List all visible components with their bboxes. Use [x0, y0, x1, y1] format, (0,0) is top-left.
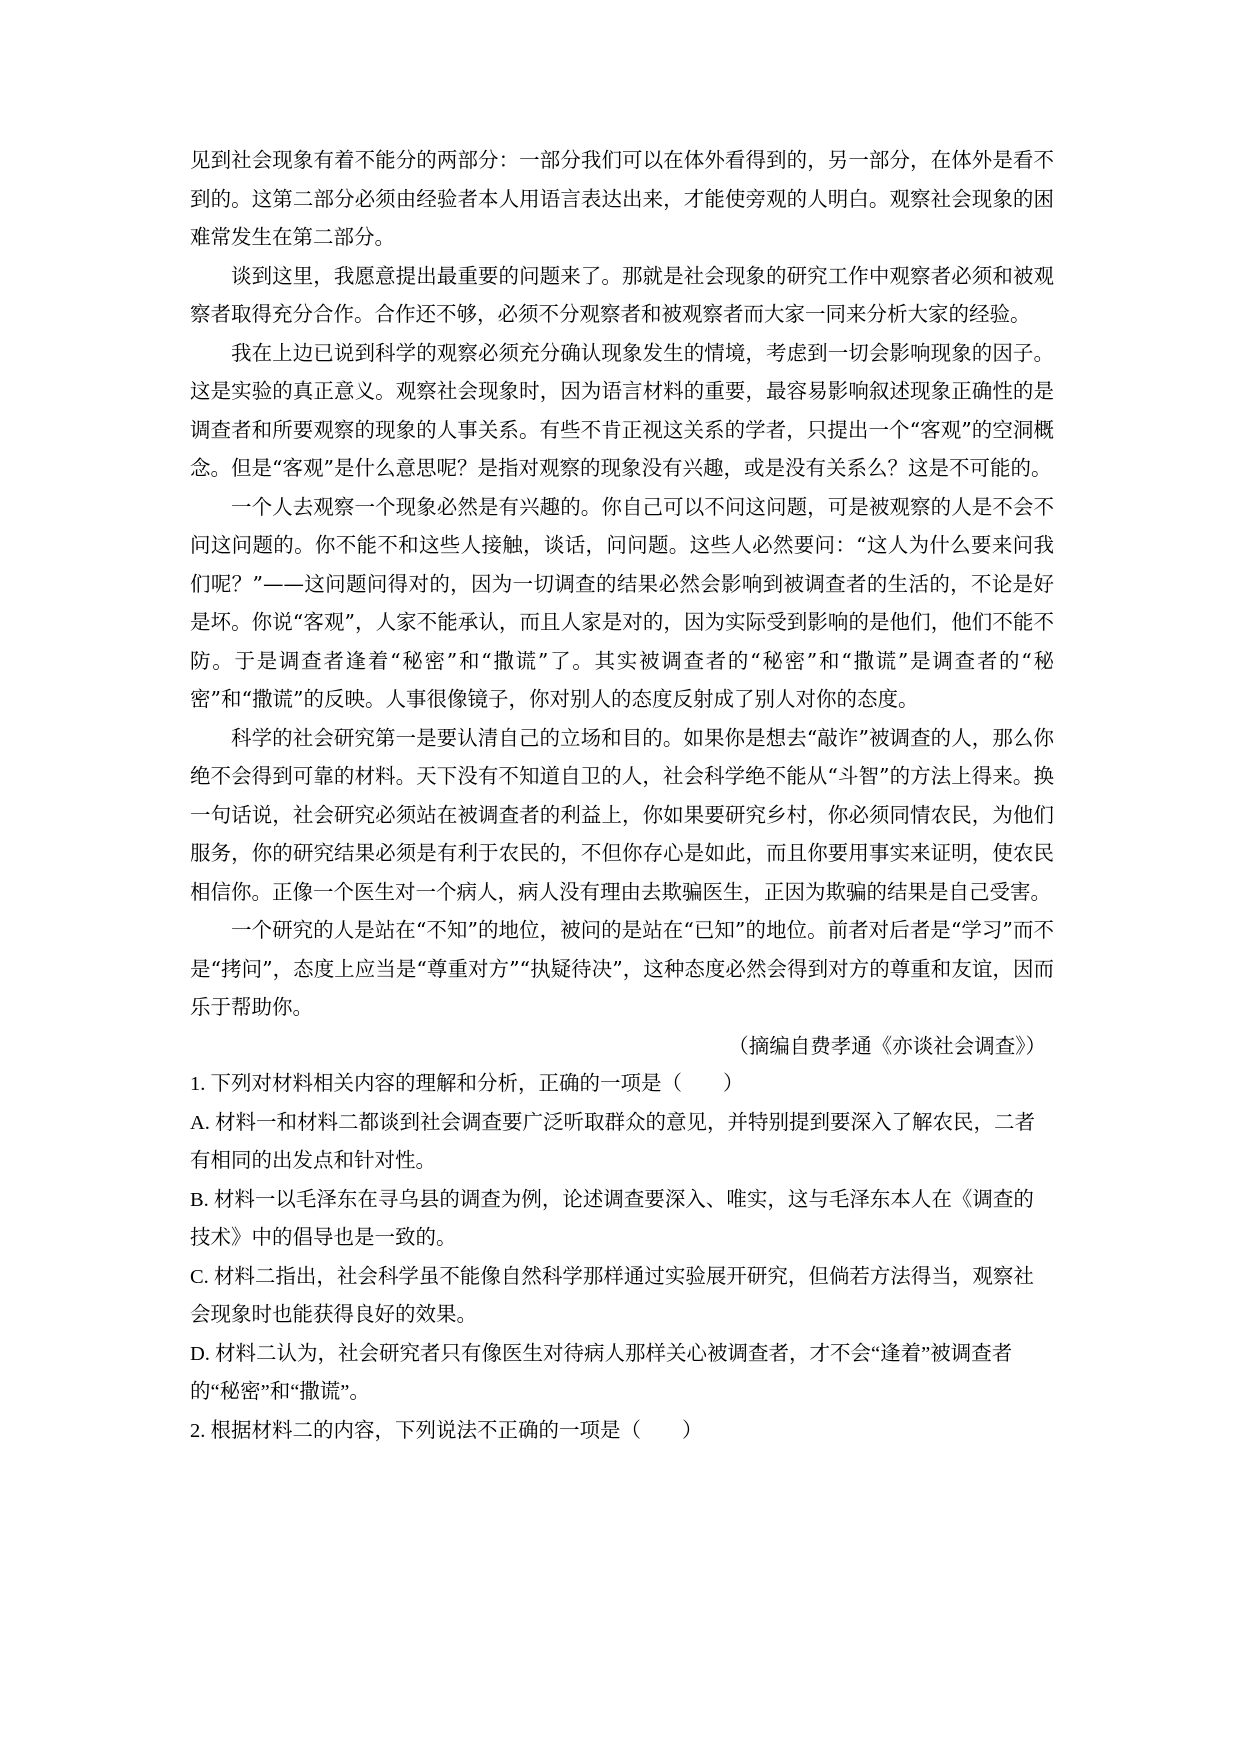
question-1-option-a: A. 材料一和材料二都谈到社会调查要广泛听取群众的意见，并特别提到要深入了解农民，二者有相同的出发点和针对性。: [190, 1111, 1036, 1172]
question-1-option-c: C. 材料二指出，社会科学虽不能像自然科学那样通过实验展开研究，但倘若方法得当，观察社会现象时也能获得良好的效果。: [190, 1265, 1034, 1326]
question-2-stem: 2. 根据材料二的内容，下列说法不正确的一项是（ ）: [190, 1419, 703, 1442]
passage-paragraph-5: 科学的社会研究第一是要认清自己的立场和目的。如果你是想去“敲诈”被调查的人，那么你绝不会得到可靠的材料。天下没有不知道自卫的人，社会科学绝不能从“斗智”的方法上得来。换一句话说，社会研究必须站在被调查者的利益上，你如果要研究乡村，你必须同情农民，为他们服务，你的研究结果必须是有利于农民的，不但你存心是如此，而且你要用事实来证明，使农民相信你。正像一个医生对一个病人，病人没有理由去欺骗医生，正因为欺骗的结果是自己受害。: [190, 725, 1054, 904]
question-1-stem: 1. 下列对材料相关内容的理解和分析，正确的一项是（ ）: [190, 1073, 744, 1095]
passage-paragraph-2: 谈到这里，我愿意提出最重要的问题来了。那就是社会现象的研究工作中观察者必须和被观察者取得充分合作。合作还不够，必须不分观察者和被观察者而大家一同来分析大家的经验。: [190, 263, 1054, 326]
passage-paragraph-1: 见到社会现象有着不能分的两部分：一部分我们可以在体外看得到的，另一部分，在体外是看不到的。这第二部分必须由经验者本人用语言表达出来，才能使旁观的人明白。观察社会现象的困难常发生在第二部分。: [190, 148, 1054, 249]
passage-paragraph-6: 一个研究的人是站在“不知”的地位，被问的是站在“已知”的地位。前者对后者是“学习”而不是“拷问”，态度上应当是“尊重对方”“执疑待决”，这种态度必然会得到对方的尊重和友谊，因而乐于帮助你。: [190, 918, 1054, 1019]
passage-paragraph-3: 我在上边已说到科学的观察必须充分确认现象发生的情境，考虑到一切会影响现象的因子。这是实验的真正意义。观察社会现象时，因为语言材料的重要，最容易影响叙述现象正确性的是调查者和所要观察的现象的人事关系。有些不肯正视这关系的学者，只提出一个“客观”的空洞概念。但是“客观”是什么意思呢？是指对观察的现象没有兴趣，或是没有关系么？这是不可能的。: [190, 340, 1054, 480]
document-content: [190, 141, 1054, 1450]
passage-paragraph-4: 一个人去观察一个现象必然是有兴趣的。你自己可以不问这问题，可是被观察的人是不会不问这问题的。你不能不和这些人接触，谈话，问问题。这些人必然要问：“这人为什么要来问我们呢？”——这问题问得对的，因为一切调查的结果必然会影响到被调查者的生活的，不论是好是坏。你说“客观”，人家不能承认，而且人家是对的，因为实际受到影响的是他们，他们不能不防。于是调查者逢着“秘密”和“撒谎”了。其实被调查者的“秘密”和“撒谎”是调查者的“秘密”和“撒谎”的反映。人事很像镜子，你对别人的态度反射成了别人对你的态度。: [190, 494, 1054, 711]
passage-source: （摘编自费孝通《亦谈社会调查》）: [728, 1033, 1046, 1058]
question-1-option-b: B. 材料一以毛泽东在寻乌县的调查为例，论述调查要深入、唯实，这与毛泽东本人在《调查的技术》中的倡导也是一致的。: [190, 1188, 1034, 1249]
question-1-option-d: D. 材料二认为，社会研究者只有像医生对待病人那样关心被调查者，才不会“逢着”被调查者的“秘密”和“撒谎”。: [190, 1342, 1013, 1403]
